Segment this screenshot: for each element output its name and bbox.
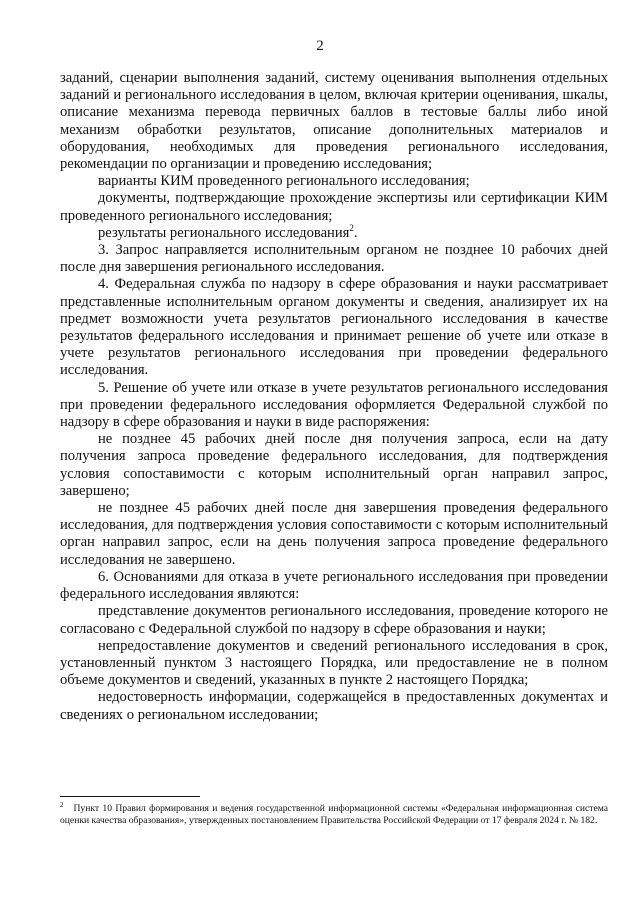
paragraph-clause-5-deadline-not-completed: не позднее 45 рабочих дней после дня завершения проведения федерального исследования, для подтверждения условия сопоставимости с которым исполнительный орган направил запрос, если на день получения запроса проведение федерального исследования не завершено. [60, 500, 608, 568]
paragraph-clause-3: 3. Запрос направляется исполнительным органом не позднее 10 рабочих дней после дня завершения регионального исследования. [60, 242, 608, 276]
footnote [60, 800, 608, 828]
footnote-marker: 2 [60, 800, 64, 809]
paragraph-task-description: заданий, сценарии выполнения заданий, систему оценивания выполнения отдельных заданий и регионального исследования в целом, включая критерии оценивания, шкалы, описание механизма перевода первичных баллов в тестовые баллы либо иной механизм обработки результатов, описание дополнительных материалов и оборудования, необходимых для проведения регионального исследования, рекомендации по организации и проведению исследования; [60, 70, 608, 173]
paragraph-clause-4: 4. Федеральная служба по надзору в сфере образования и науки рассматривает представленные исполнительным органом документы и сведения, анализирует их на предмет возможности учета результатов регионального исследования в качестве результатов федерального исследования и принимает решение об учете или отказе в учете результатов регионального исследования при проведении федерального исследования. [60, 276, 608, 379]
footnote-divider [60, 796, 200, 797]
paragraph-clause-5: 5. Решение об учете или отказе в учете результатов регионального исследования при проведении федерального исследования оформляется Федеральной службой по надзору в сфере образования и науки в виде распоряжения: [60, 379, 608, 431]
paragraph-kim-variants: варианты КИМ проведенного регионального исследования; [98, 173, 470, 190]
paragraph-regional-results-end: . [353, 224, 358, 241]
paragraph-regional-results [60, 222, 608, 242]
page-number: 2 [316, 38, 324, 54]
paragraph-expertise-documents: документы, подтверждающие прохождение экспертизы или сертификации КИМ проведенного регионального исследования; [60, 190, 608, 224]
footnote-text: Пункт 10 Правил формирования и ведения государственной информационной системы «Федеральная информационная система оценки качества образования», утвержденных постановлением Правительства Российской Федерации от 17 февраля 2024 г. № 182. [60, 803, 608, 827]
paragraph-clause-6-unreliable: недостоверность информации, содержащейся в предоставленных документах и сведениях о региональном исследовании; [60, 689, 608, 723]
paragraph-clause-6-not-provided: непредоставление документов и сведений регионального исследования в срок, установленный пунктом 3 настоящего Порядка, или предоставление не в полном объеме документов и сведений, указанных в пункте 2 настоящего Порядка; [60, 637, 608, 689]
document-body [60, 70, 608, 724]
paragraph-clause-5-deadline-completed: не позднее 45 рабочих дней после дня получения запроса, если на дату получения запроса проведение федерального исследования, для подтверждения условия сопоставимости с которым исполнительный орган направил запрос, завершено; [60, 431, 608, 499]
paragraph-clause-6-not-agreed: представление документов регионального исследования, проведение которого не согласовано с Федеральной службой по надзору в сфере образования и науки; [60, 603, 608, 637]
footnote-reference: 2 [349, 222, 354, 233]
paragraph-clause-6: 6. Основаниями для отказа в учете регионального исследования при проведении федерального исследования являются: [60, 568, 608, 603]
paragraph-regional-results-text: результаты регионального исследования [98, 224, 350, 241]
